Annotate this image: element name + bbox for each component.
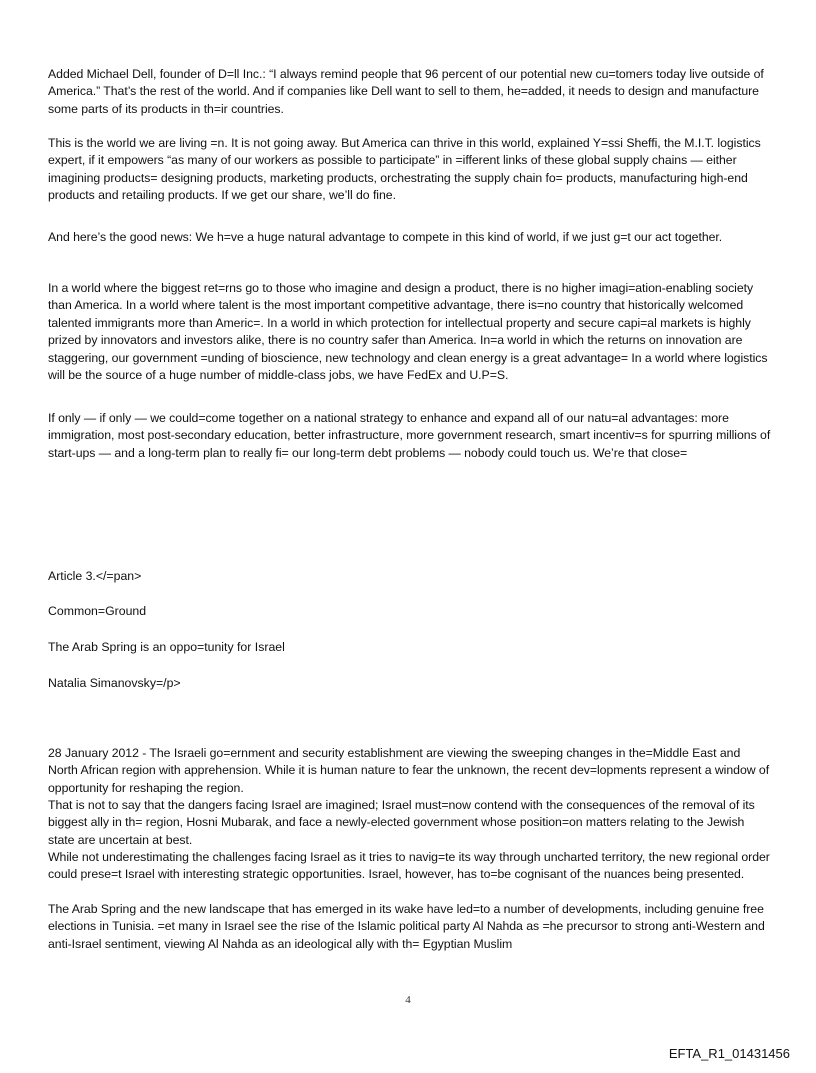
article-headline: The Arab Spring is an oppo=tunity for Israel [48, 640, 285, 654]
document-id: EFTA_R1_01431456 [668, 1046, 790, 1061]
body-paragraph-challenges: While not underestimating the challenges facing Israel as it tries to navig=te its way through uncharted territory, the new regional order could prese=t Israel with interesting strategic opportunities. Israel, however, has to=be cognisant of the nuances being presented. [48, 850, 770, 882]
paragraph-world-advantages: In a world where the biggest ret=rns go to those who imagine and design a product, there is no higher imagi=ation-enabling society than America. In a world where talent is the most important competitive advantage, there is=no country that historically welcomed talented immigrants more than Americ=. In a world in which protection for intellectual property and secure capi=al markets is highly prized by innovators and investors alike, there is no country safer than America. In=a world in which the returns on innovation are staggering, our government =unding of bioscience, new technology and clean energy is a great advantage= In a world where logistics will be the source of a huge number of middle-class jobs, we have FedEx and U.P=S. [48, 281, 768, 383]
article-number: Article 3.</=pan> [48, 569, 142, 583]
article-author: Natalia Simanovsky=/p> [48, 676, 181, 690]
body-paragraph-arab-spring: The Arab Spring and the new landscape that has emerged in its wake have led=to a number of developments, including genuine free elections in Tunisia. =et many in Israel see the rise of the Islamic political party Al Nahda as =he precursor to strong anti-Western and anti-Israel sentiment, viewing Al Nahda as an ideological ally with th= Egyptian Muslim [48, 902, 765, 951]
body-paragraph-intro: 28 January 2012 - The Israeli go=ernment and security establishment are viewing the sweeping changes in the=Middle East and North African region with apprehension. While it is human nature to fear the unknown, the recent dev=lopments represent a window of opportunity for reshaping the region. [48, 746, 770, 795]
paragraph-world-we-live: This is the world we are living =n. It is not going away. But America can thrive in this world, explained Y=ssi Sheffi, the M.I.T. logistics expert, if it empowers “as many of our workers as possible to participate” in =ifferent links of these global supply chains — either imagining products= designing products, marketing products, orchestrating the supply chain fo= products, manufacturing high-end products and retailing products. If we get our share, we’ll do fine. [48, 136, 761, 203]
paragraph-if-only: If only — if only — we could=come together on a national strategy to enhance and expand all of our natu=al advantages: more immigration, most post-secondary education, better infrastructure, more government research, smart incentiv=s for spurring millions of start-ups — and a long-term plan to really fi= our long-term debt problems — nobody could touch us. We’re that close= [48, 411, 771, 460]
body-paragraph-dangers: That is not to say that the dangers facing Israel are imagined; Israel must=now contend with the consequences of the removal of its biggest ally in th= region, Hosni Mubarak, and face a newly-elected government whose position=on matters relating to the Jewish state are uncertain at best. [48, 798, 755, 847]
section-label: Common=Ground [48, 604, 147, 618]
page-number: 4 [405, 994, 411, 1006]
paragraph-good-news: And here’s the good news: We h=ve a huge natural advantage to compete in this kind of world, if we just g=t our act together. [48, 230, 723, 244]
paragraph-dell-quote: Added Michael Dell, founder of D=ll Inc.: “I always remind people that 96 percent of our potential new cu=tomers today live outside of America.” That’s the rest of the world. And if companies like Dell want to sell to them, he=added, it needs to design and manufacture some parts of its products in th=ir countries. [48, 67, 764, 116]
